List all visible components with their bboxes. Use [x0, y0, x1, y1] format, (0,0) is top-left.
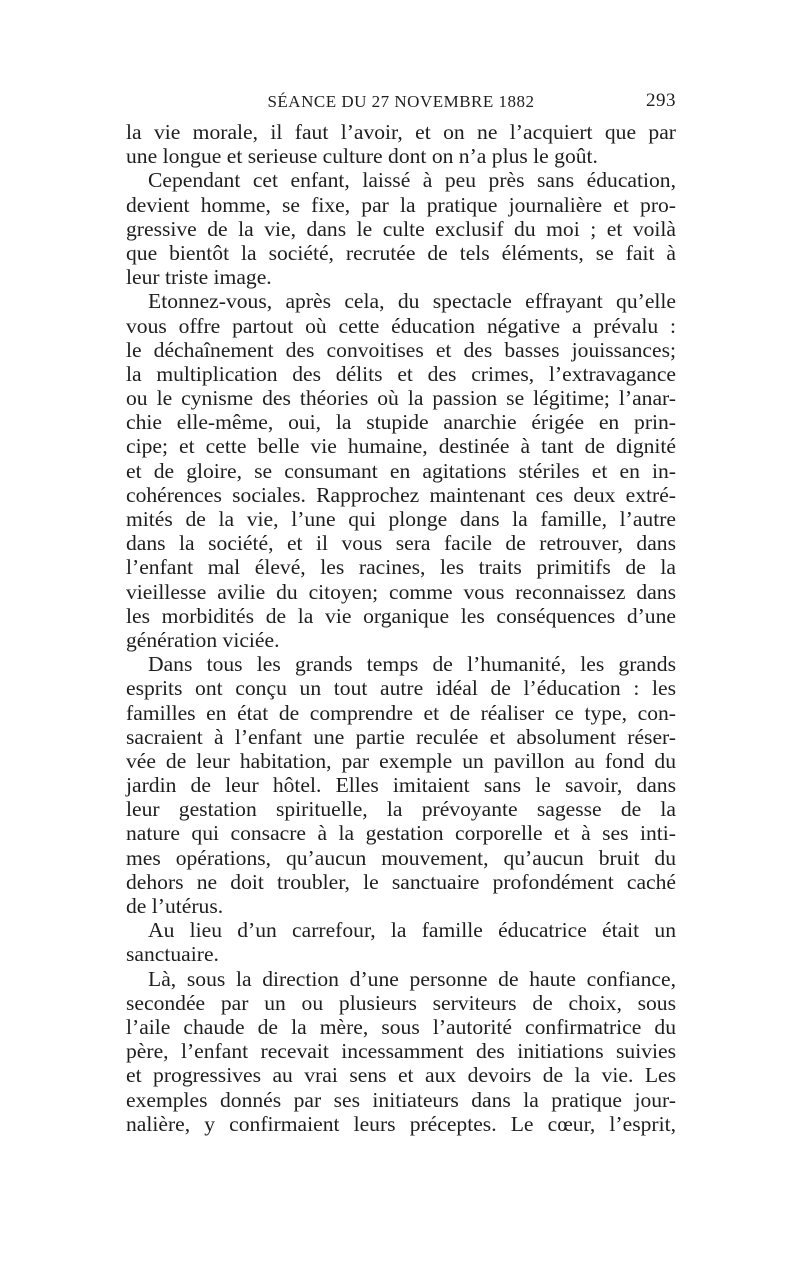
body-text	[126, 120, 676, 1136]
text-line: que bientôt la société, recrutée de tels éléments, se fait à	[126, 240, 676, 265]
text-line: leur triste image.	[126, 265, 272, 290]
text-line: dehors ne doit troubler, le sanctuaire profondément caché	[126, 869, 676, 894]
text-line: vée de leur habitation, par exemple un pavillon au fond du	[126, 748, 676, 773]
text-line: devient homme, se fixe, par la pratique journalière et pro-	[126, 192, 676, 217]
text-line: vous offre partout où cette éducation négative a prévalu :	[126, 313, 676, 338]
text-line: sacraient à l’enfant une partie reculée et absolument réser-	[126, 724, 676, 749]
text-line: père, l’enfant recevait incessamment des initiations suivies	[126, 1039, 676, 1064]
text-line: la multiplication des délits et des crimes, l’extravagance	[126, 361, 676, 386]
text-line: la vie morale, il faut l’avoir, et on ne l’acquiert que par	[126, 120, 676, 144]
text-line: secondée par un ou plusieurs serviteurs de choix, sous	[126, 990, 676, 1015]
text-line: sanctuaire.	[126, 942, 219, 967]
text-line: dans la société, et il vous sera facile de retrouver, dans	[126, 531, 676, 556]
text-line: leur gestation spirituelle, la prévoyante sagesse de la	[126, 797, 676, 822]
page-header	[126, 88, 676, 118]
book-page	[126, 88, 676, 1136]
text-line: Etonnez-vous, après cela, du spectacle effrayant qu’elle	[148, 289, 676, 314]
text-line: jardin de leur hôtel. Elles imitaient sans le savoir, dans	[126, 773, 676, 798]
running-head: SÉANCE DU 27 NOVEMBRE 1882	[267, 92, 535, 111]
text-line: exemples donnés par ses initiateurs dans la pratique jour-	[126, 1087, 676, 1112]
text-line: le déchaînement des convoitises et des basses jouissances;	[126, 337, 676, 362]
text-line: et progressives au vrai sens et aux devoirs de la vie. Les	[126, 1063, 676, 1088]
text-line: familles en état de comprendre et de réaliser ce type, con-	[126, 700, 676, 725]
text-line: les morbidités de la vie organique les conséquences d’une	[126, 603, 676, 628]
text-line: mes opérations, qu’aucun mouvement, qu’aucun bruit du	[126, 845, 676, 870]
text-line: et de gloire, se consumant en agitations stériles et en in-	[126, 458, 676, 483]
text-line: Cependant cet enfant, laissé à peu près sans éducation,	[148, 168, 676, 193]
text-line: nalière, y confirmaient leurs préceptes. Le cœur, l’esprit,	[126, 1111, 676, 1136]
text-line: génération viciée.	[126, 627, 280, 652]
text-line: l’aile chaude de la mère, sous l’autorité confirmatrice du	[126, 1014, 676, 1039]
text-line: l’enfant mal élevé, les racines, les traits primitifs de la	[126, 555, 676, 580]
text-line: gressive de la vie, dans le culte exclusif du moi ; et voilà	[126, 216, 676, 241]
text-line: Là, sous la direction d’une personne de haute confiance,	[148, 966, 676, 991]
text-line: mités de la vie, l’une qui plonge dans la famille, l’autre	[126, 507, 676, 531]
text-line: Dans tous les grands temps de l’humanité, les grands	[148, 652, 676, 677]
text-line: chie elle-même, oui, la stupide anarchie érigée en prin-	[126, 410, 676, 435]
text-line: esprits ont conçu un tout autre idéal de l’éducation : les	[126, 676, 676, 701]
page-number: 293	[646, 90, 676, 111]
text-line: une longue et serieuse culture dont on n’a plus le goût.	[126, 144, 598, 169]
text-line: Au lieu d’un carrefour, la famille éducatrice était un	[148, 918, 676, 943]
text-line: de l’utérus.	[126, 894, 224, 918]
text-line: cipe; et cette belle vie humaine, destinée à tant de dignité	[126, 434, 676, 459]
text-line: cohérences sociales. Rapprochez maintenant ces deux extré-	[126, 482, 676, 507]
text-line: nature qui consacre à la gestation corporelle et à ses inti-	[126, 821, 676, 846]
text-line: vieillesse avilie du citoyen; comme vous reconnaissez dans	[126, 579, 676, 604]
text-line: ou le cynisme des théories où la passion se légitime; l’anar-	[126, 386, 676, 411]
